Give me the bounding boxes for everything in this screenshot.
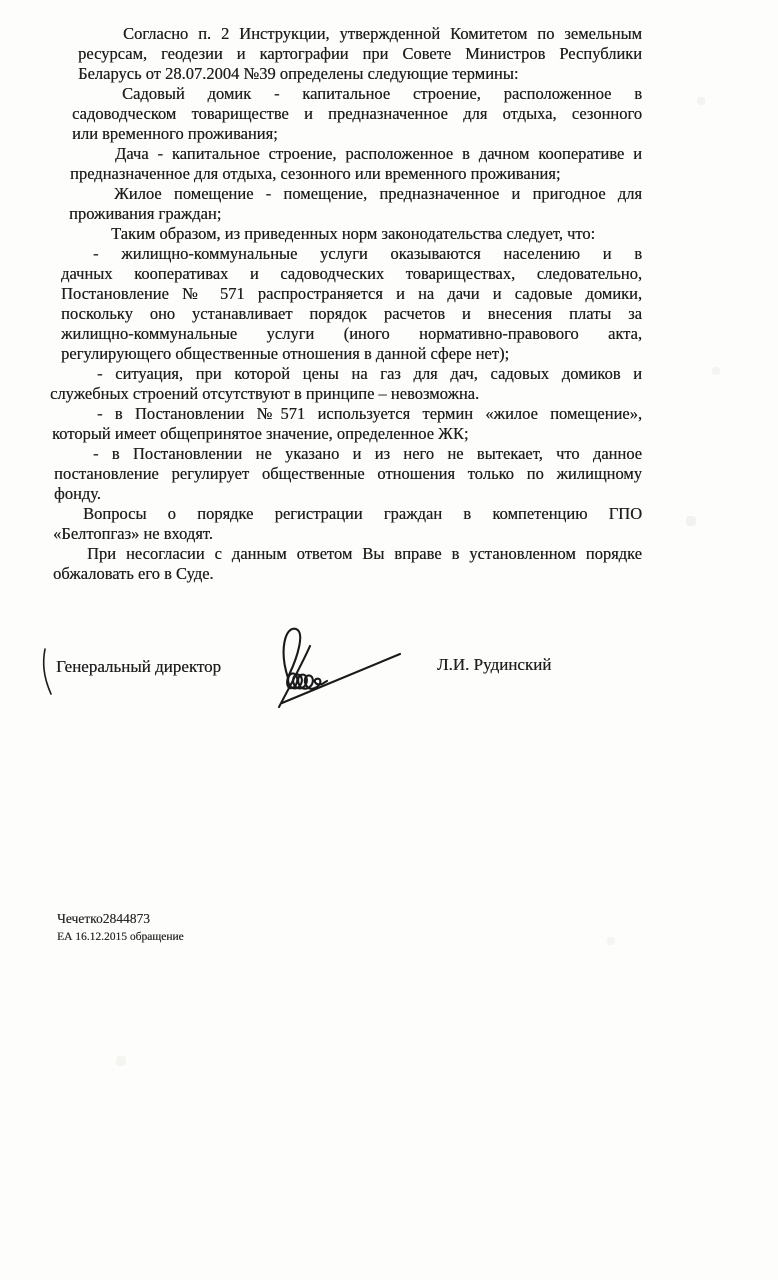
text-line: служебных строений отсутствуют в принципе – невозможна. xyxy=(50,384,480,403)
body-paragraph xyxy=(66,224,642,244)
text-line: Таким образом, из приведенных норм законодательства следует, что: xyxy=(111,224,596,243)
job-title-label: Генеральный директор xyxy=(56,657,222,676)
body-paragraph xyxy=(70,144,642,184)
body-paragraph xyxy=(53,544,642,584)
text-line: Постановление № 571 распространяется и на дачи и садовые домики, xyxy=(61,284,642,303)
document-footer xyxy=(57,911,184,944)
text-line: - ситуация, при которой цены на газ для дач, садовых домиков и xyxy=(97,364,642,383)
text-line: Садовый домик - капитальное строение, расположенное в xyxy=(122,84,642,103)
text-line: Согласно п. 2 Инструкции, утвержденной Комитетом по земельным xyxy=(123,24,642,43)
signatory-name-label: Л.И. Рудинский xyxy=(437,655,552,674)
text-line: постановление регулирует общественные отношения только по жилищному xyxy=(54,464,642,483)
body-paragraph xyxy=(61,244,642,364)
text-line: проживания граждан; xyxy=(69,204,222,223)
text-line: Жилое помещение - помещение, предназначенное и пригодное для xyxy=(114,184,642,203)
body-paragraph xyxy=(52,404,642,444)
text-line: который имеет общепринятое значение, определенное ЖК; xyxy=(52,424,469,443)
text-line: регулирующего общественные отношения в данной сфере нет); xyxy=(61,344,510,363)
text-line: или временного проживания; xyxy=(72,124,278,143)
body-paragraph xyxy=(50,364,642,404)
text-line: обжаловать его в Суде. xyxy=(53,564,214,583)
text-line: «Белтопгаз» не входят. xyxy=(53,524,213,543)
text-line: При несогласии с данным ответом Вы вправе в установленном порядке xyxy=(87,544,642,563)
text-line: фонду. xyxy=(54,484,101,503)
body-paragraph xyxy=(53,504,642,544)
text-line: дачных кооперативах и садоводческих товариществах, следовательно, xyxy=(61,264,642,283)
text-line: жилищно-коммунальные услуги (иного нормативно-правового акта, xyxy=(61,324,642,343)
text-line: предназначенное для отдыха, сезонного или временного проживания; xyxy=(70,164,561,183)
signature-scribble-icon xyxy=(242,614,412,719)
text-line: ресурсам, геодезии и картографии при Совете Министров Республики xyxy=(78,44,642,63)
text-line: Беларусь от 28.07.2004 №39 определены следующие термины: xyxy=(78,64,519,83)
text-line: поскольку оно устанавливает порядок расчетов и внесения платы за xyxy=(61,304,642,323)
body-paragraph xyxy=(69,184,642,224)
text-line: садоводческом товариществе и предназначенное для отдыха, сезонного xyxy=(72,104,642,123)
doc-reference-date: ЕА 16.12.2015 обращение xyxy=(57,931,184,943)
text-line: Дача - капитальное строение, расположенное в дачном кооперативе и xyxy=(115,144,642,163)
pen-mark-icon xyxy=(40,646,56,698)
text-line: - в Постановлении №571 используется термин «жилое помещение», xyxy=(97,404,642,423)
doc-reference-number: Чечетко2844873 xyxy=(57,911,150,926)
body-paragraph xyxy=(54,444,642,504)
text-line: - жилищно-коммунальные услуги оказываются населению и в xyxy=(93,244,642,263)
text-line: - в Постановлении не указано и из него не вытекает, что данное xyxy=(93,444,642,463)
text-line: Вопросы о порядке регистрации граждан в компетенцию ГПО xyxy=(83,504,642,523)
